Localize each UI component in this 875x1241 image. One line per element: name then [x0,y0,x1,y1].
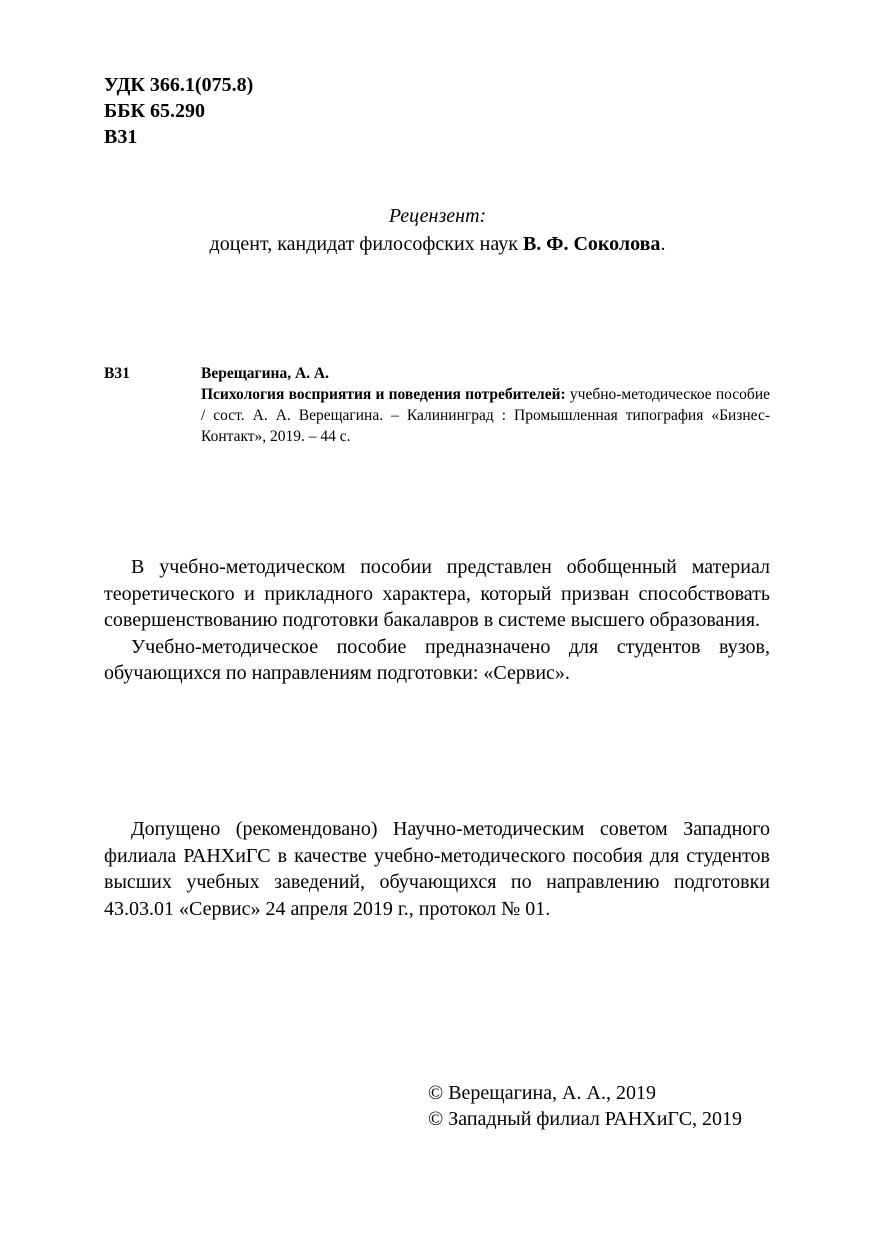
bib-title: Психология восприятия и поведения потребителей: [201,386,566,403]
annotation [104,554,770,687]
reviewer-label: Рецензент: [388,205,487,227]
bbk-code: ББК 65.290 [104,100,205,122]
bib-description: учебно-методическое пособие / сост. А. А. Верещагина. – Калининград : Промышленная типография «Бизнес-Контакт», 2019. – 44 с. [201,386,770,445]
copyright-author: © Верещагина, А. А., 2019 [428,1082,656,1104]
reviewer-position: доцент, кандидат философских наук [209,233,523,255]
copyright-block [428,1080,742,1132]
reviewer-name: В. Ф. Соколова [522,233,661,255]
annotation-paragraph-2: Учебно-методическое пособие предназначено для студентов вузов, обучающихся по направлениям подготовки: «Сервис». [104,635,770,685]
bib-author: Верещагина, А. А. [201,365,329,382]
author-sign: В31 [104,126,138,148]
classification-codes [104,72,253,150]
copyright-publisher: © Западный филиал РАНХиГС, 2019 [428,1108,743,1130]
udk-code: УДК 366.1(075.8) [104,74,254,96]
bib-record-code: В31 [104,365,130,382]
annotation-paragraph-1: В учебно-методическом пособии представлен обобщенный материал теоретического и прикладного характера, который призван способствовать совершенствованию подготовки бакалавров в системе высшего образования. [104,556,770,632]
approval-note [104,816,770,922]
approval-text: Допущено (рекомендовано) Научно-методическим советом Западного филиала РАНХиГС в качестве учебно-методического пособия для студентов высших учебных заведений, обучающихся по направлению подготовки 43.03.01 «Сервис» 24 апреля 2019 г., протокол № 01. [104,818,770,920]
bibliographic-record [201,363,770,447]
bib-description-paragraph [201,384,770,447]
reviewer-end: . [660,233,666,255]
reviewer-line [0,231,875,257]
